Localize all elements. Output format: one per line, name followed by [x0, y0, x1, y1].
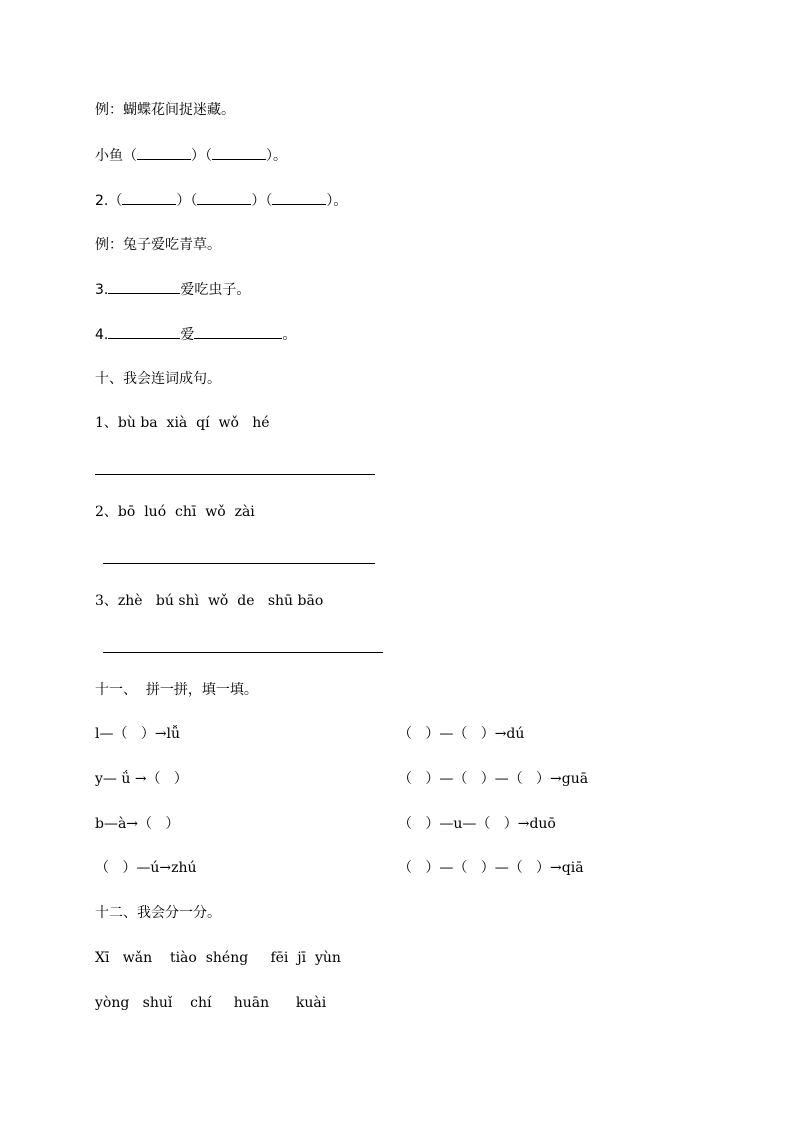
section-10-title: 十、我会连词成句。	[95, 371, 221, 387]
fish-blank-2[interactable]	[212, 145, 266, 160]
item-3-suffix: 爱吃虫子。	[180, 282, 251, 298]
fish-sentence-line	[95, 145, 287, 165]
example-2: 例：兔子爱吃青草。	[95, 237, 221, 253]
item-2-blank-1[interactable]	[122, 190, 176, 205]
spell-right-2: （ ）—（ ）—（ ）→guā	[398, 771, 589, 787]
item-4-prefix: 4.	[95, 327, 109, 343]
item-4-mid: 爱	[180, 327, 195, 343]
item-3-prefix: 3.	[95, 282, 109, 298]
sort-row-2: yòng shuǐ chí huān kuài	[95, 995, 327, 1011]
sentence-2-pinyin: 2、bō luó chī wǒ zài	[95, 504, 255, 520]
item-2-prefix: 2.（	[95, 193, 123, 209]
spell-right-1: （ ）—（ ）→dú	[398, 726, 525, 742]
sentence-3-pinyin: 3、zhè bú shì wǒ de shū bāo	[95, 593, 324, 609]
sentence-1-pinyin: 1、bù ba xià qí wǒ hé	[95, 415, 270, 431]
spell-right-3: （ ）—u—（ ）→duō	[398, 816, 556, 832]
item-3-line	[95, 279, 250, 299]
item-2-sep-1: ）（	[176, 193, 198, 209]
fish-close: ）。	[266, 148, 287, 164]
item-2-close: ）。	[326, 193, 348, 209]
fish-sep: ）（	[191, 148, 212, 164]
item-4-suffix: 。	[282, 327, 297, 343]
item-2-blank-3[interactable]	[272, 190, 326, 205]
item-4-line	[95, 324, 296, 344]
spell-left-2: y— ǘ →（ ）	[95, 771, 188, 787]
spell-left-4: （ ）—ú→zhú	[95, 860, 197, 876]
sentence-2-answer-line[interactable]	[103, 563, 375, 564]
item-4-blank-1[interactable]	[108, 324, 180, 339]
fish-blank-1[interactable]	[137, 145, 191, 160]
item-2-sep-2: ）（	[251, 193, 273, 209]
spell-left-1: l—（ ）→lǚ	[95, 726, 181, 742]
section-12-title: 十二、我会分一分。	[95, 905, 221, 921]
item-3-blank[interactable]	[108, 279, 180, 294]
item-2-blank-2[interactable]	[197, 190, 251, 205]
example-1: 例：蝴蝶花间捉迷藏。	[95, 102, 235, 118]
sentence-1-answer-line[interactable]	[95, 474, 375, 475]
spell-left-3: b—à→（ ）	[95, 816, 180, 832]
item-4-blank-2[interactable]	[194, 324, 282, 339]
fish-prefix: 小鱼（	[95, 148, 137, 164]
spell-right-4: （ ）—（ ）—（ ）→qiā	[398, 860, 584, 876]
sentence-3-answer-line[interactable]	[103, 652, 383, 653]
section-11-title: 十一、 拼一拼，填一填。	[95, 682, 258, 698]
item-2-line	[95, 190, 347, 210]
sort-row-1: Xī wǎn tiào shéng fēi jī yùn	[95, 950, 341, 966]
